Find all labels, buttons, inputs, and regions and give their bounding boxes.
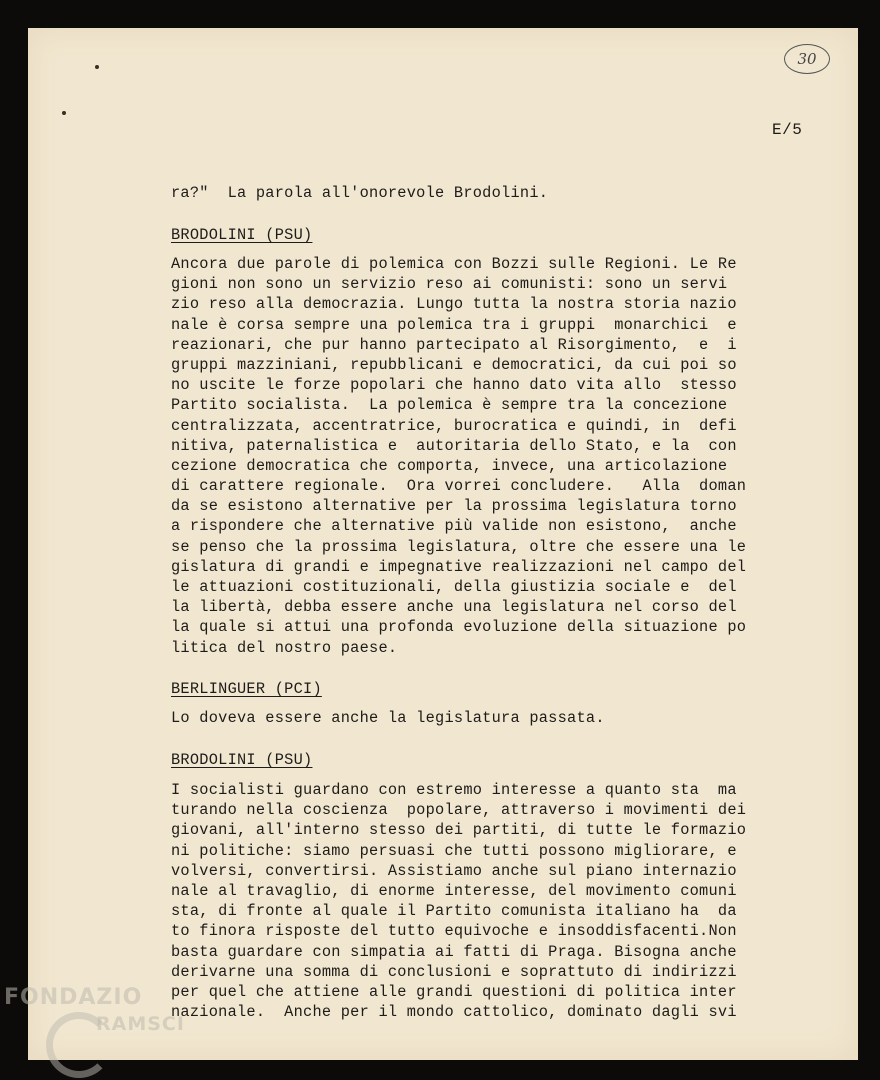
text-line: volversi, convertirsi. Assistiamo anche sul piano internazio (171, 861, 737, 880)
text-line: no uscite le forze popolari che hanno dato vita allo stesso (171, 376, 737, 395)
text-line: to finora risposte del tutto equivoche e insoddisfacenti.Non (171, 922, 737, 941)
paragraph: Lo doveva essere anche la legislatura passata. (171, 709, 605, 727)
paragraph (171, 780, 746, 1022)
text-line: nale è corsa sempre una polemica tra i gruppi monarchici e (171, 315, 737, 334)
text-line: derivarne una somma di conclusioni e soprattuto di indirizzi (171, 962, 737, 981)
text-line: nitiva, paternalistica e autoritaria dello Stato, e la con (171, 436, 737, 455)
text-line: la libertà, debba essere anche una legislatura nel corso del (171, 598, 737, 617)
text-line: centralizzata, accentratrice, burocratica e quindi, in defi (171, 416, 737, 435)
text-line: di carattere regionale. Ora vorrei concludere. Alla doman (171, 477, 747, 496)
folio-number: 30 (784, 44, 830, 74)
text-line: gruppi mazziniani, repubblicani e democratici, da cui poi so (171, 355, 737, 374)
text-line: Ancora due parole di polemica con Bozzi sulle Regioni. Le Re (171, 255, 737, 273)
watermark-text: RAMSCI (96, 1013, 185, 1035)
text-line: nale al travaglio, di enorme interesse, del movimento comuni (171, 881, 737, 900)
text-line: a rispondere che alternative più valide non esistono, anche (171, 517, 737, 536)
text-line: gislatura di grandi e impegnative realizzazioni nel campo del (171, 557, 747, 576)
intro-line: ra?" La parola all'onorevole Brodolini. (171, 184, 549, 202)
speaker-heading: BRODOLINI (PSU) (171, 751, 313, 769)
text-line: gioni non sono un servizio reso ai comunisti: sono un servi (171, 275, 728, 294)
text-line: se penso che la prossima legislatura, oltre che essere una le (171, 537, 747, 556)
text-line: le attuazioni costituzionali, della giustizia sociale e del (171, 578, 737, 596)
text-line: nazionale. Anche per il mondo cattolico, dominato dagli svi (171, 1003, 737, 1022)
text-line: la quale si attui una profonda evoluzione della situazione po (171, 618, 747, 637)
text-line: ni politiche: siamo persuasi che tutti possono migliorare, e (171, 841, 737, 860)
speaker-heading: BRODOLINI (PSU) (171, 226, 313, 244)
text-line: Partito socialista. La polemica è sempre tra la concezione (171, 396, 728, 415)
speaker-heading: BERLINGUER (PCI) (171, 680, 322, 698)
text-line: basta guardare con simpatia ai fatti di Praga. Bisogna anche (171, 942, 737, 961)
watermark-text: FONDAZIO (4, 985, 143, 1010)
text-line: giovani, all'interno stesso dei partiti, di tutte le formazio (171, 821, 747, 840)
watermark-ring (46, 1012, 112, 1078)
paragraph (171, 254, 746, 658)
text-line: reazionari, che pur hanno partecipato al Risorgimento, e i (171, 335, 737, 354)
document-code: E/5 (772, 121, 803, 139)
paper-speck (95, 65, 99, 69)
text-line: turando nella coscienza popolare, attraverso i movimenti dei (171, 801, 747, 820)
paper-speck (62, 111, 66, 115)
text-line: sta, di fronte al quale il Partito comunista italiano ha da (171, 902, 737, 921)
text-line: da se esistono alternative per la prossima legislatura torno (171, 497, 737, 516)
text-line: per quel che attiene alle grandi questioni di politica inter (171, 982, 737, 1001)
text-line: zio reso alla democrazia. Lungo tutta la nostra storia nazio (171, 295, 737, 314)
text-line: litica del nostro paese. (171, 638, 398, 657)
text-line: cezione democratica che comporta, invece, una articolazione (171, 456, 728, 475)
text-line: I socialisti guardano con estremo interesse a quanto sta ma (171, 781, 737, 799)
